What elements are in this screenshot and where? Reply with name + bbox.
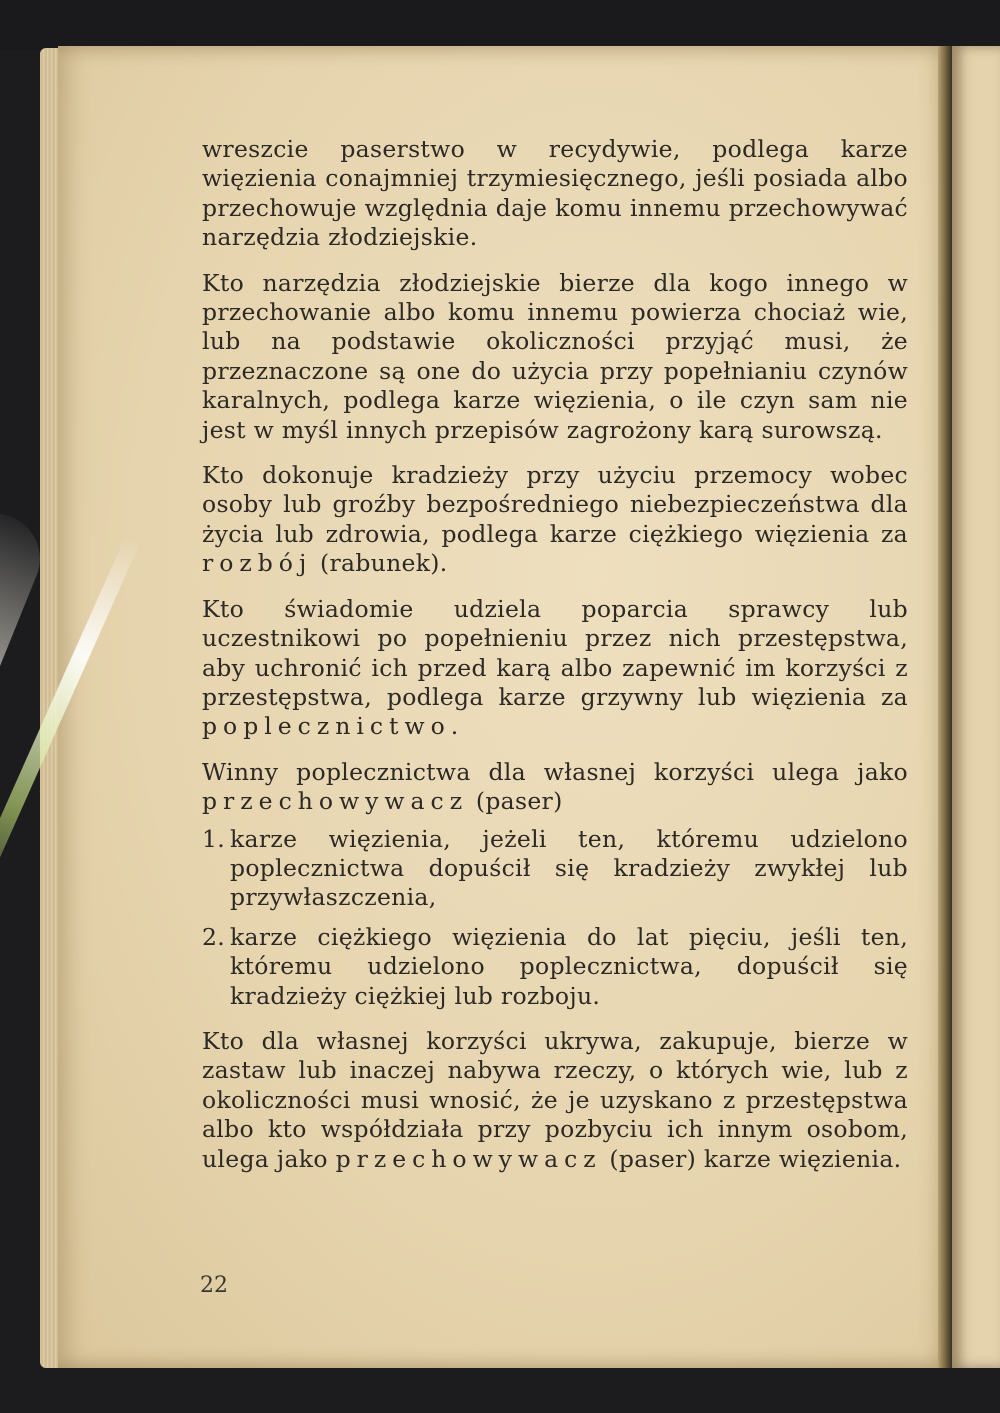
spaced-term: rozbój	[202, 549, 313, 578]
facing-page-edge	[952, 46, 1000, 1368]
page-number: 22	[200, 1273, 228, 1298]
list-item	[202, 825, 908, 913]
list-text: karze więzienia, jeżeli ten, któremu udzielono poplecznictwa dopuścił się kradzieży zwykłej lub przywłaszczenia,	[230, 824, 908, 912]
paragraph-text: Kto świadomie udziela poparcia sprawcy lub uczestnikowi po popełnieniu przez nich przestępstwa, aby uchronić ich przed karą albo zapewnić im korzyści z przestępstwa, podlega karze grzywny lub więzienia za	[202, 594, 908, 711]
list-number: 2.	[202, 922, 226, 951]
term-suffix: .	[450, 712, 459, 741]
paragraph-last	[202, 1027, 908, 1174]
list-text: karze ciężkiego więzienia do lat pięciu, jeśli ten, któremu udzielono poplecznictwa, dopuścił się kradzieży ciężkiej lub rozboju.	[230, 922, 908, 1010]
list-number: 1.	[202, 824, 226, 853]
paragraph-robbery	[202, 461, 908, 579]
paragraph: wreszcie paserstwo w recydywie, podlega karze więzienia conajmniej trzymiesięcznego, jeśli posiada albo przechowuje względnia daje komu innemu przechowywać narzędzia złodziejskie.	[202, 135, 908, 252]
spaced-term: poplecznictwo	[202, 712, 451, 741]
term-suffix: (rabunek).	[320, 549, 448, 578]
paragraph-text: Kto dokonuje kradzieży przy użyciu przemocy wobec osoby lub groźby bezpośredniego niebezpieczeństwa dla życia lub zdrowia, podlega karze ciężkiego więzienia za	[202, 461, 908, 548]
book-spine	[938, 46, 952, 1368]
spaced-term: przechowywacz	[335, 1144, 602, 1173]
term-suffix: (paser) karze więzienia.	[609, 1144, 902, 1173]
paragraph-fence-intro	[202, 758, 908, 817]
spaced-term: przechowywacz	[202, 787, 469, 816]
paragraph-text: Winny poplecznictwa dla własnej korzyści ulega jako	[202, 757, 908, 786]
scanner-background	[0, 0, 1000, 50]
paragraph-text: Kto dla własnej korzyści ukrywa, zakupuje, bierze w zastaw lub inaczej nabywa rzeczy, o których wie, lub z okoliczności musi wnosić, że je uzyskano z przestępstwa albo kto współdziała przy pozbyciu ich innym osobom, ulega jako	[202, 1026, 908, 1173]
paragraph-accessory	[202, 595, 908, 742]
page-text	[202, 135, 908, 1190]
paragraph: Kto narzędzia złodziejskie bierze dla kogo innego w przechowanie albo komu innemu powierza chociaż wie, lub na podstawie okoliczności przyjąć musi, że przeznaczone są one do użycia przy popełnianiu czynów karalnych, podlega karze więzienia, o ile czyn sam nie jest w myśl innych przepisów zagrożony karą surowszą.	[202, 268, 908, 444]
list-item	[202, 923, 908, 1011]
term-suffix: (paser)	[475, 787, 563, 816]
